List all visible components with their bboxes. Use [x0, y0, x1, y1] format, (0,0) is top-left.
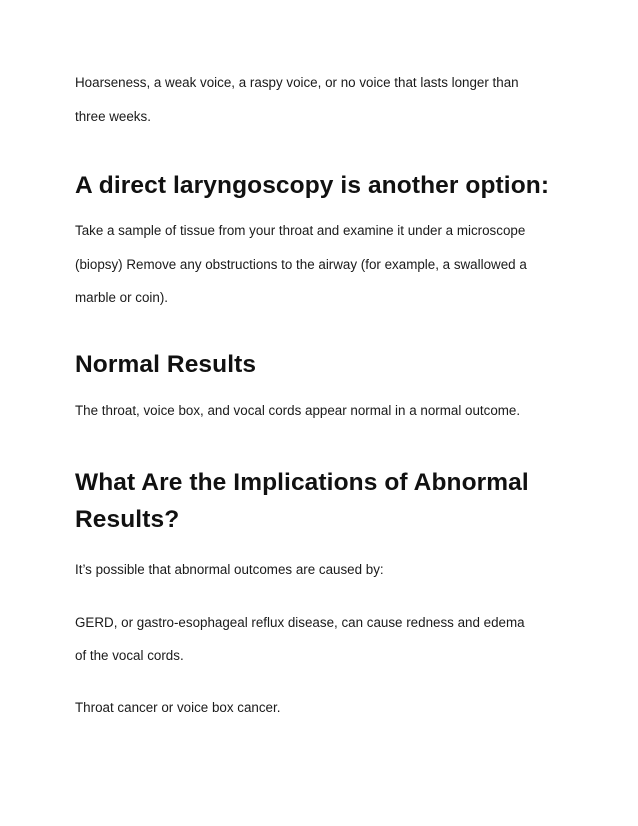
normal-results-heading: Normal Results: [75, 351, 257, 378]
laryngoscopy-paragraph-line: marble or coin).: [75, 290, 169, 305]
laryngoscopy-heading: A direct laryngoscopy is another option:: [75, 172, 550, 199]
intro-paragraph-line: three weeks.: [75, 109, 151, 124]
laryngoscopy-paragraph-line: Take a sample of tissue from your throat and examine it under a microscope: [75, 223, 526, 238]
abnormal-results-heading: What Are the Implications of Abnormal: [75, 469, 529, 496]
normal-results-paragraph: The throat, voice box, and vocal cords appear normal in a normal outcome.: [75, 403, 521, 418]
gerd-paragraph-line: GERD, or gastro-esophageal reflux disease, can cause redness and edema: [75, 615, 525, 630]
abnormal-results-heading: Results?: [75, 506, 180, 533]
gerd-paragraph-line: of the vocal cords.: [75, 648, 184, 663]
abnormal-causes-intro: It’s possible that abnormal outcomes are caused by:: [75, 562, 384, 577]
cancer-paragraph: Throat cancer or voice box cancer.: [75, 700, 281, 715]
intro-paragraph-line: Hoarseness, a weak voice, a raspy voice, or no voice that lasts longer than: [75, 75, 519, 90]
laryngoscopy-paragraph-line: (biopsy) Remove any obstructions to the airway (for example, a swallowed a: [75, 257, 527, 272]
